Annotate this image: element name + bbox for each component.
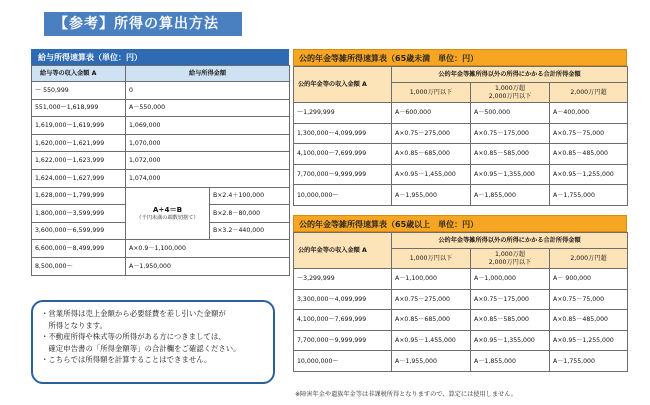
value-cell: A×0.85－585,000 (471, 310, 550, 331)
range-cell: ～3,299,999 (294, 269, 392, 290)
range-cell: 4,100,000～7,699,999 (294, 144, 392, 165)
table-row (32, 117, 290, 135)
value-cell: A－1,100,000 (392, 269, 471, 290)
value-cell: A×0.95－1,255,000 (550, 330, 628, 351)
value-cell: A×0.95－1,355,000 (471, 164, 550, 185)
value-cell: A－1,955,000 (392, 185, 471, 206)
table-row (294, 289, 628, 310)
table-row (32, 99, 290, 117)
pension-table-heading: 公的年金等雑所得速算表（65歳以上 単位：円） (293, 215, 627, 232)
range-cell: 6,600,000～8,499,999 (32, 240, 126, 258)
range-cell: 1,300,000～4,099,999 (294, 123, 392, 144)
range-cell: 7,700,000～9,999,999 (294, 164, 392, 185)
value-cell: A－1,855,000 (471, 185, 550, 206)
pension-col-span-header: 公的年金等雑所得以外の所得にかかる合計所得金額 (392, 233, 628, 249)
table-row (32, 169, 290, 187)
note-box (31, 300, 275, 384)
table-row (294, 144, 628, 165)
pension-col-income: 公的年金等の収入金額 A (294, 233, 392, 269)
value-cell: A－ 900,000 (550, 269, 628, 290)
sub2-line2: 2,000万円以下 (488, 258, 532, 266)
value-cell: A×0.85－685,000 (392, 310, 471, 331)
value-cell: B×3.2－440,000 (210, 222, 290, 240)
value-cell: A－400,000 (550, 103, 628, 124)
pension-col-sub2 (471, 249, 550, 269)
value-cell: 1,072,000 (126, 152, 290, 170)
value-cell: A－550,000 (126, 99, 290, 117)
range-cell: 4,100,000～7,699,999 (294, 310, 392, 331)
value-cell: A－1,000,000 (471, 269, 550, 290)
range-cell: 1,628,000～1,799,999 (32, 187, 126, 205)
range-cell: 10,000,000～ (294, 351, 392, 372)
table-row (294, 185, 628, 206)
value-cell: A×0.95－1,455,000 (392, 330, 471, 351)
value-cell: A×0.75－275,000 (392, 289, 471, 310)
table-row (294, 330, 628, 351)
table-row (294, 310, 628, 331)
value-cell: A－500,000 (471, 103, 550, 124)
range-cell: 1,619,000～1,619,999 (32, 117, 126, 135)
value-cell: A－1,855,000 (471, 351, 550, 372)
salary-table-heading: 給与所得速算表（単位：円） (31, 49, 289, 65)
range-cell: 3,300,000～4,099,999 (294, 289, 392, 310)
table-row (32, 187, 290, 205)
sub2-line1: 1,000万超 (494, 85, 526, 93)
page-title: 【参考】所得の算出方法 (44, 12, 242, 36)
range-cell: 1,620,000～1,621,999 (32, 134, 126, 152)
value-cell: A×0.85－485,000 (550, 310, 628, 331)
formula-cell (126, 187, 210, 240)
value-cell: 1,074,000 (126, 169, 290, 187)
pension-table-under-65 (293, 49, 627, 206)
value-cell: A×0.85－685,000 (392, 144, 471, 165)
table-row (294, 103, 628, 124)
range-cell: 7,700,000～9,999,999 (294, 330, 392, 351)
note-line: ・不動産所得や株式等の所得がある方につきましては、 (41, 332, 226, 342)
range-cell: 8,500,000～ (32, 257, 126, 275)
pension-col-span-header: 公的年金等雑所得以外の所得にかかる合計所得金額 (392, 67, 628, 83)
table-row (294, 123, 628, 144)
formula-text: A÷4＝B (152, 205, 183, 215)
table-row (294, 351, 628, 372)
pension-col-income: 公的年金等の収入金額 A (294, 67, 392, 103)
sub2-line1: 1,000万超 (494, 251, 526, 259)
note-line: ・こちらでは所得額を計算することはできません。 (41, 355, 212, 365)
note-line: 所得となります。 (41, 320, 107, 330)
value-cell: A×0.85－485,000 (550, 144, 628, 165)
pension-col-sub3: 2,000万円超 (550, 249, 628, 269)
pension-col-sub1: 1,000万円以下 (392, 249, 471, 269)
salary-col-income: 給与等の収入金額 A (32, 66, 126, 82)
value-cell: A×0.95－1,355,000 (471, 330, 550, 351)
value-cell: A－1,950,000 (126, 257, 290, 275)
range-cell: ～1,299,999 (294, 103, 392, 124)
value-cell: B×2.8－80,000 (210, 205, 290, 223)
value-cell: A－1,755,000 (550, 185, 628, 206)
table-row (32, 82, 290, 100)
value-cell: A－1,955,000 (392, 351, 471, 372)
range-cell: 1,624,000～1,627,999 (32, 169, 126, 187)
value-cell: 0 (126, 82, 290, 100)
table-row (32, 152, 290, 170)
value-cell: A×0.95－1,455,000 (392, 164, 471, 185)
table-row (294, 269, 628, 290)
value-cell: A×0.95－1,255,000 (550, 164, 628, 185)
value-cell: A×0.75－275,000 (392, 123, 471, 144)
range-cell: 551,000～1,618,999 (32, 99, 126, 117)
table-row (32, 134, 290, 152)
value-cell: A×0.9－1,100,000 (126, 240, 290, 258)
value-cell: A×0.85－585,000 (471, 144, 550, 165)
sub2-line2: 2,000万円以下 (488, 92, 532, 100)
range-cell: 3,600,000～6,599,999 (32, 222, 126, 240)
value-cell: B×2.4＋100,000 (210, 187, 290, 205)
range-cell: 10,000,000～ (294, 185, 392, 206)
note-line: ・営業所得は売上金額から必要経費を差し引いた金額が (41, 309, 226, 318)
value-cell: A×0.75－175,000 (471, 289, 550, 310)
table-row (32, 257, 290, 275)
value-cell: A×0.75－175,000 (471, 123, 550, 144)
value-cell: 1,070,000 (126, 134, 290, 152)
salary-col-amount: 給与所得金額 (126, 66, 290, 82)
formula-note: （千円未満の端数切捨て） (136, 214, 199, 221)
range-cell: 1,622,000～1,623,999 (32, 152, 126, 170)
table-row (32, 240, 290, 258)
pension-table-heading: 公的年金等雑所得速算表（65歳未満 単位：円） (293, 49, 627, 66)
pension-table-over-65 (293, 215, 627, 372)
value-cell: A×0.75－75,000 (550, 289, 628, 310)
pension-col-sub3: 2,000万円超 (550, 83, 628, 103)
footnote: ※障害年金や遺族年金等は非課税所得となりますので、算定には使用しません。 (295, 391, 517, 398)
value-cell: A－1,755,000 (550, 351, 628, 372)
range-cell: ～ 550,999 (32, 82, 126, 100)
value-cell: 1,069,000 (126, 117, 290, 135)
value-cell: A×0.75－75,000 (550, 123, 628, 144)
note-line: 確定申告書の「所得金額等」の合計欄をご確認ください。 (41, 343, 241, 353)
range-cell: 1,800,000～3,599,999 (32, 205, 126, 223)
value-cell: A－600,000 (392, 103, 471, 124)
pension-col-sub2 (471, 83, 550, 103)
table-row (294, 164, 628, 185)
salary-income-table (31, 49, 289, 276)
pension-col-sub1: 1,000万円以下 (392, 83, 471, 103)
